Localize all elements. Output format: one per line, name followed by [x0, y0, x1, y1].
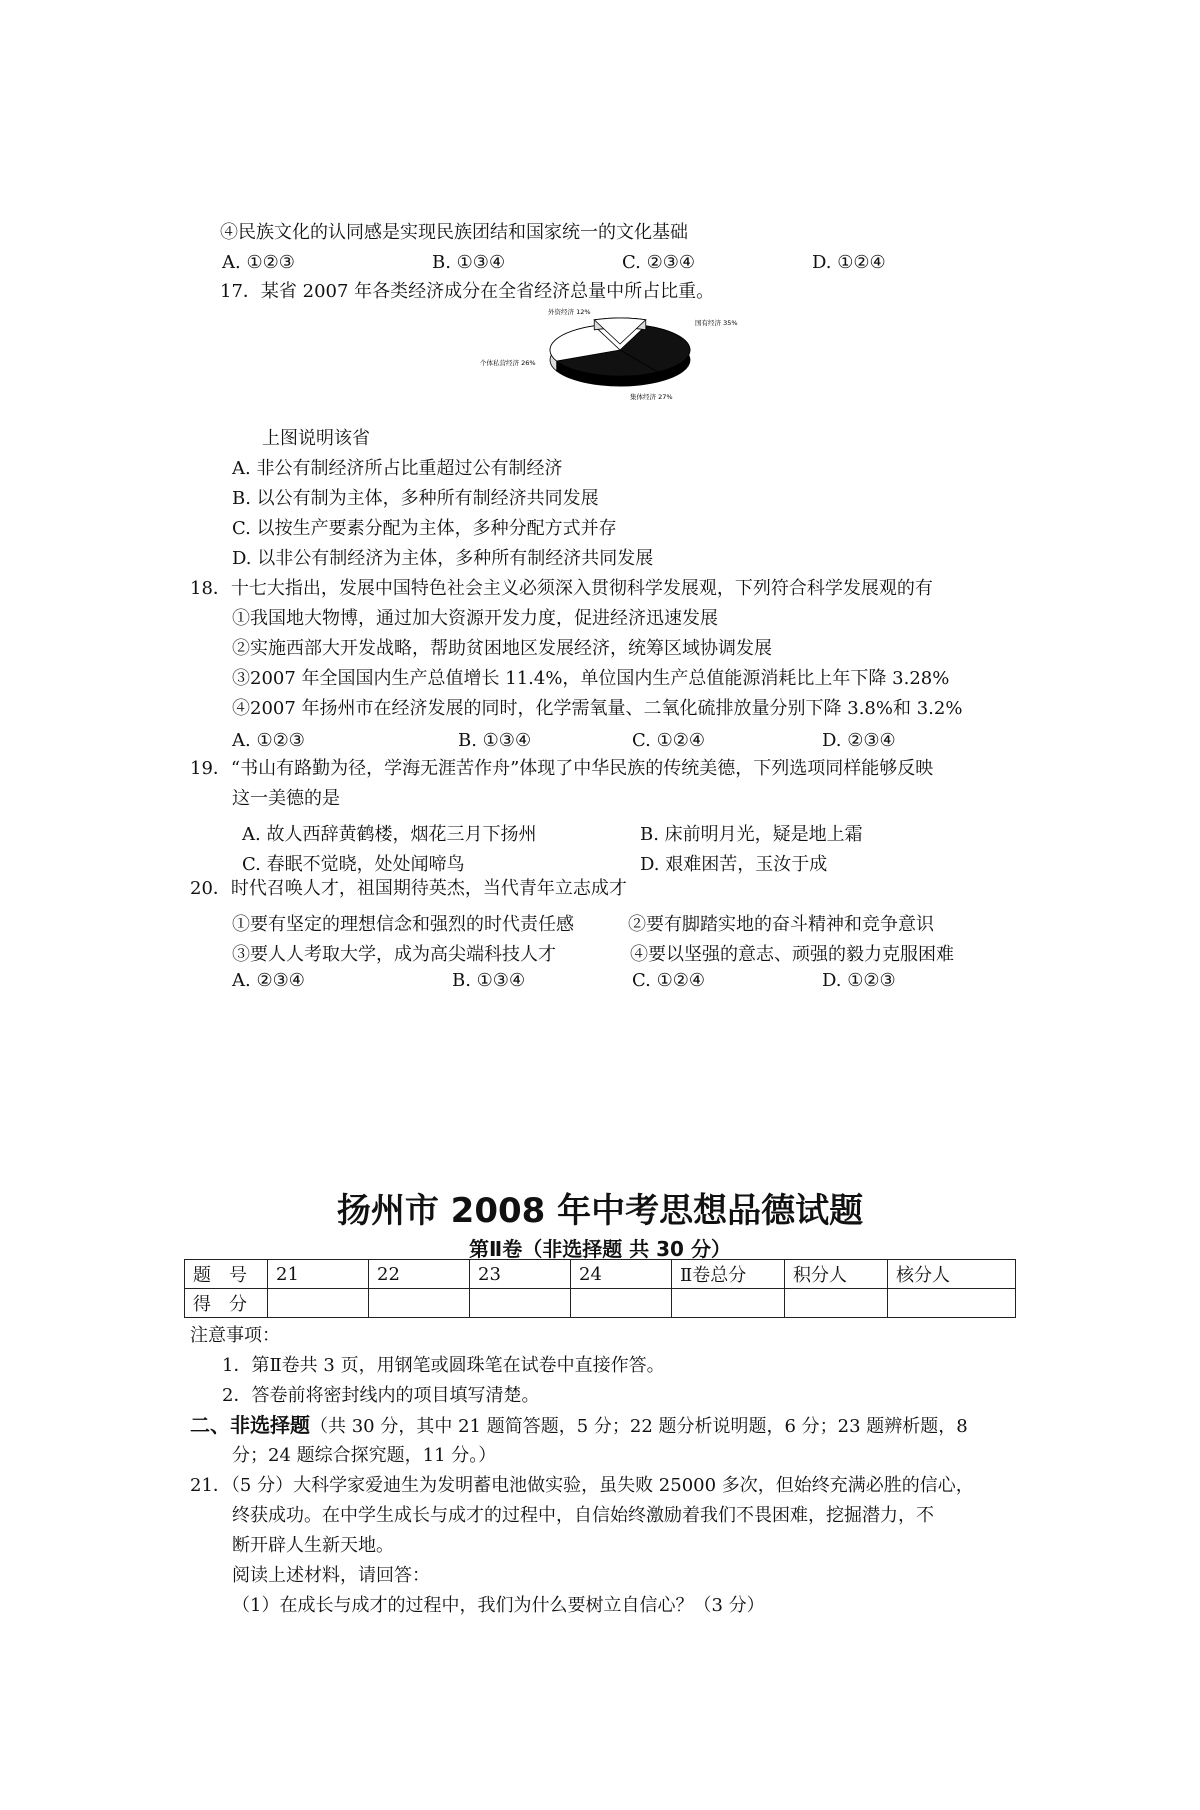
q21-line1: 21．（5 分）大科学家爱迪生为发明蓄电池做实验，虽失败 25000 多次，但始终充满必胜的信心， [190, 1475, 974, 1496]
q19-option-a: A. 故人西辞黄鹤楼，烟花三月下扬州 [242, 824, 537, 845]
q17-option-a: A. 非公有制经济所占比重超过公有制经济 [232, 458, 563, 479]
q16-option-b: B. ①③④ [432, 252, 506, 273]
q17-stem: 17．某省 2007 年各类经济成分在全省经济总量中所占比重。 [220, 281, 715, 302]
score-cell: 核分人 [888, 1260, 1016, 1289]
q21-sub1: （1）在成长与成才的过程中，我们为什么要树立自信心？（3 分） [232, 1595, 765, 1616]
note-1: 1．第Ⅱ卷共 3 页，用钢笔或圆珠笔在试卷中直接作答。 [222, 1355, 665, 1376]
q20-stem: 20．时代召唤人才，祖国期待英杰，当代青年立志成才 [190, 878, 627, 899]
score-input-checker[interactable] [888, 1289, 1016, 1318]
q17-option-d: D. 以非公有制经济为主体，多种所有制经济共同发展 [232, 548, 654, 569]
q20-option-a: A. ②③④ [232, 970, 305, 991]
q16-option-d: D. ①②④ [812, 252, 886, 273]
q18-item-4: ④2007 年扬州市在经济发展的同时，化学需氧量、二氧化硫排放量分别下降 3.8%和 3.2% [232, 698, 963, 719]
score-input-total[interactable] [672, 1289, 785, 1318]
q19-option-b: B. 床前明月光，疑是地上霜 [640, 824, 863, 845]
q18-stem: 18．十七大指出，发展中国特色社会主义必须深入贯彻科学发展观，下列符合科学发展观的有 [190, 578, 933, 599]
part-heading [190, 1415, 968, 1436]
q18-option-a: A. ①②③ [232, 730, 305, 751]
part-title: 二、非选择题 [190, 1413, 310, 1437]
q16-option-a: A. ①②③ [222, 252, 295, 273]
q20-item-1: ①要有坚定的理想信念和强烈的时代责任感 [232, 914, 574, 935]
exam-title: 扬州市 2008 年中考思想品德试题 [336, 1191, 864, 1231]
score-cell: Ⅱ卷总分 [672, 1260, 785, 1289]
pie-label-state: 国有经济 35% [695, 319, 738, 327]
q17-option-c: C. 以按生产要素分配为主体，多种分配方式并存 [232, 518, 617, 539]
q18-option-c: C. ①②④ [632, 730, 705, 751]
q21-line4: 阅读上述材料，请回答： [232, 1565, 430, 1586]
part-desc: （共 30 分，其中 21 题简答题，5 分；22 题分析说明题，6 分；23 题辨析题，8 [310, 1416, 968, 1437]
score-table-score-row [185, 1289, 1016, 1318]
q21-line3: 断开辟人生新天地。 [232, 1535, 394, 1556]
exam-subtitle: 第Ⅱ卷（非选择题 共 30 分） [469, 1237, 731, 1261]
score-cell: 得 分 [185, 1289, 268, 1318]
score-input-23[interactable] [470, 1289, 571, 1318]
q17-option-b: B. 以公有制为主体，多种所有制经济共同发展 [232, 488, 599, 509]
q20-option-d: D. ①②③ [822, 970, 896, 991]
q20-option-b: B. ①③④ [452, 970, 526, 991]
q20-option-c: C. ①②④ [632, 970, 705, 991]
score-input-21[interactable] [268, 1289, 369, 1318]
q19-option-d: D. 艰难困苦，玉汝于成 [640, 854, 828, 875]
q18-item-1: ①我国地大物博，通过加大资源开发力度，促进经济迅速发展 [232, 608, 718, 629]
score-cell: 23 [470, 1260, 571, 1289]
q19-stem-line2: 这一美德的是 [232, 788, 340, 809]
score-cell: 题 号 [185, 1260, 268, 1289]
q20-item-2: ②要有脚踏实地的奋斗精神和竞争意识 [628, 914, 934, 935]
part-desc-line2: 分；24 题综合探究题，11 分。） [232, 1445, 497, 1466]
score-cell: 21 [268, 1260, 369, 1289]
score-input-24[interactable] [571, 1289, 672, 1318]
score-table [184, 1259, 1016, 1318]
q18-item-2: ②实施西部大开发战略，帮助贫困地区发展经济，统筹区域协调发展 [232, 638, 772, 659]
q18-option-d: D. ②③④ [822, 730, 896, 751]
notes-title: 注意事项： [190, 1325, 280, 1346]
pie-label-foreign: 外资经济 12% [548, 308, 591, 316]
q18-item-3: ③2007 年全国国内生产总值增长 11.4%，单位国内生产总值能源消耗比上年下降 3.28% [232, 668, 950, 689]
pie-chart [480, 305, 740, 405]
score-input-tallier[interactable] [785, 1289, 888, 1318]
q20-item-3: ③要人人考取大学，成为高尖端科技人才 [232, 944, 556, 965]
q16-option-c: C. ②③④ [622, 252, 695, 273]
score-cell: 积分人 [785, 1260, 888, 1289]
score-table-header-row [185, 1260, 1016, 1289]
q18-option-b: B. ①③④ [458, 730, 532, 751]
score-cell: 24 [571, 1260, 672, 1289]
note-2: 2．答卷前将密封线内的项目填写清楚。 [222, 1385, 540, 1406]
q16-item-4: ④民族文化的认同感是实现民族团结和国家统一的文化基础 [220, 222, 688, 243]
pie-label-collective: 集体经济 27% [630, 393, 673, 401]
q21-line2: 终获成功。在中学生成长与成才的过程中，自信始终激励着我们不畏困难，挖掘潜力，不 [232, 1505, 934, 1526]
pie-label-private: 个体私营经济 26% [480, 359, 536, 367]
q20-item-4: ④要以坚强的意志、顽强的毅力克服困难 [630, 944, 954, 965]
q19-stem-line1: 19．“书山有路勤为径，学海无涯苦作舟”体现了中华民族的传统美德，下列选项同样能够反映 [190, 758, 934, 779]
q17-lead: 上图说明该省 [262, 428, 370, 449]
score-cell: 22 [369, 1260, 470, 1289]
q19-option-c: C. 春眠不觉晓，处处闻啼鸟 [242, 854, 465, 875]
score-input-22[interactable] [369, 1289, 470, 1318]
